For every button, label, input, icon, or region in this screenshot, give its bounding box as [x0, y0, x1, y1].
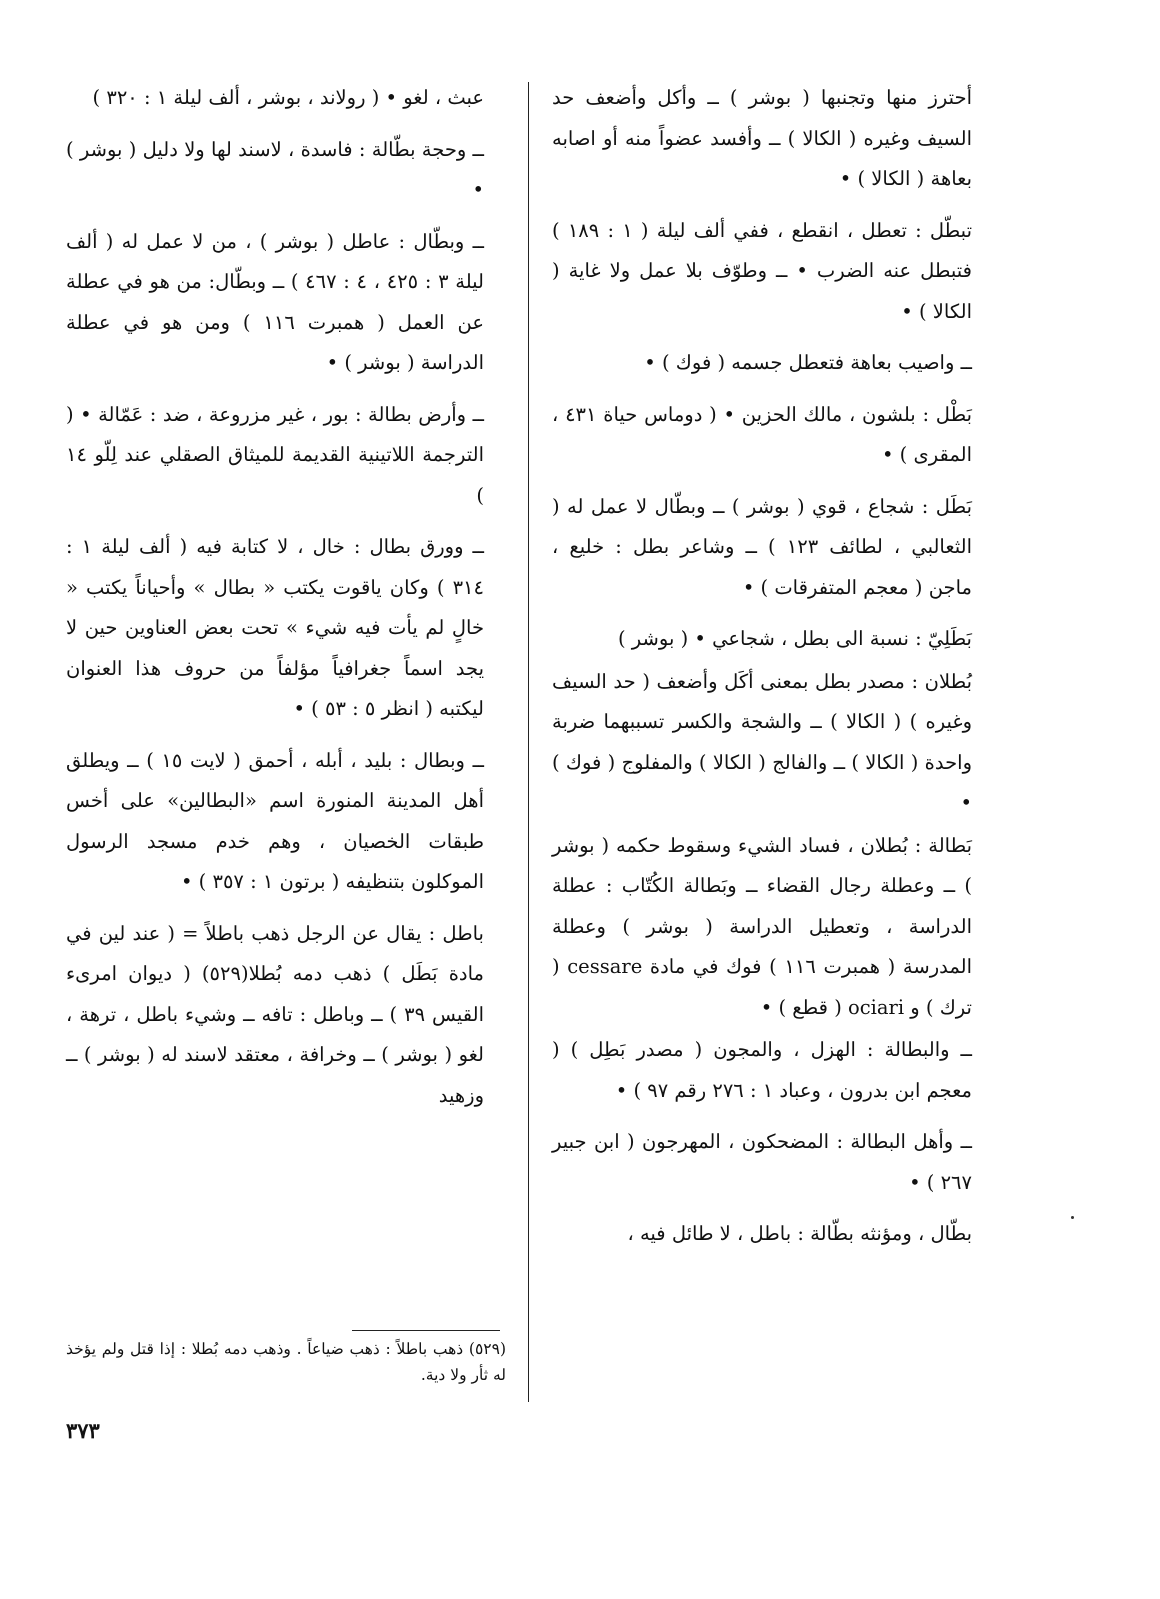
entry-paragraph: أحترز منها وتجنبها ( بوشر ) ــ وأكل وأضعف حد السيف وغيره ( الكالا ) ــ وأفسد عضواً منه أو اصابه بعاهة ( الكالا ) •: [552, 86, 972, 190]
entry-paragraph: بَطْل : بلشون ، مالك الحزين • ( دوماس حياة ٤٣١ ، المقرى ) •: [552, 402, 973, 466]
page-number: ٣٧٣: [66, 1418, 100, 1443]
entry-paragraph: بُطلان : مصدر بطل بمعنى أكَل وأضعف ( حد السيف وغيره ) ( الكالا ) ــ والشجة والكسر تسببهما ضربة واحدة ( الكالا ) ــ والفالج ( الكالا ) والمفلوج ( فوك ) •: [552, 669, 972, 814]
entry-paragraph: ــ وحجة بطّالة : فاسدة ، لاسند لها ولا دليل ( بوشر ) •: [66, 137, 484, 201]
entry-paragraph: ــ وورق بطال : خال ، لا كتابة فيه ( ألف ليلة ١ : ٣١٤ ) وكان ياقوت يكتب « بطال » وأحياناً يكتب « خالٍ لم يأت فيه شيء » تحت بعض العناوين حين لا يجد اسماً جغرافياً مؤلفاً من حروف هذا العنوان ليكتبه ( انظر ٥ : ٥٣ ) •: [66, 535, 484, 720]
entry-paragraph: ــ وأرض بطالة : بور ، غير مزروعة ، ضد : عَمّالة • ( الترجمة اللاتينية القديمة للميثاق الصقلي عند لِلّو ١٤ ): [66, 402, 484, 507]
entry-paragraph: تبطّل : تعطل ، انقطع ، ففي ألف ليلة ( ١ : ١٨٩ ) فتبطل عنه الضرب • ــ وطوّف بلا عمل ولا غاية ( الكالا ) •: [552, 218, 972, 323]
column-divider: [528, 82, 529, 1402]
footnote: (٥٢٩) ذهب باطلاً : ذهب ضياعاً . وذهب دمه بُطلا : إذا قتل ولم يؤخذ له ثأر ولا دية.: [66, 1340, 506, 1384]
entry-paragraph: بطّال ، ومؤنثه بطّالة : باطل ، لا طائل فيه ،: [627, 1222, 972, 1245]
entry-paragraph: ــ والبطالة : الهزل ، والمجون ( مصدر بَطِل ) ( معجم ابن بدرون ، وعباد ١ : ٢٧٦ رقم ٩٧ ) •: [552, 1038, 972, 1102]
entry-paragraph: بَطَلِيّ : نسبة الى بطل ، شجاعي • ( بوشر ): [617, 627, 972, 650]
left-column: [66, 78, 484, 1127]
scan-speck: [1071, 1216, 1074, 1219]
footnote-rule: [352, 1330, 500, 1331]
entry-paragraph: ــ وبطال : بليد ، أبله ، أحمق ( لايت ١٥ ) ــ ويطلق أهل المدينة المنورة اسم «البطالين» على أخس طبقات الخصيان ، وهم خدم مسجد الرسول الموكلون بتنظيفه ( برتون ١ : ٣٥٧ ) •: [66, 748, 484, 893]
entry-paragraph: ــ واصيب بعاهة فتعطل جسمه ( فوك ) •: [644, 351, 972, 374]
entry-paragraph: عبث ، لغو • ( رولاند ، بوشر ، ألف ليلة ١ : ٣٢٠ ): [92, 86, 484, 109]
entry-paragraph: ــ وأهل البطالة : المضحكون ، المهرجون ( ابن جبير ٢٦٧ ) •: [552, 1130, 972, 1194]
entry-paragraph: ــ وبطّال : عاطل ( بوشر ) ، من لا عمل له ( ألف ليلة ٣ : ٤٢٥ ، ٤ : ٤٦٧ ) ــ وبطّال: من هو في عطلة عن العمل ( همبرت ١١٦ ) ومن هو في عطلة الدراسة ( بوشر ) •: [66, 229, 484, 374]
entry-paragraph: باطل : يقال عن الرجل ذهب باطلاً = ( عند لين في مادة بَطَل ) ذهب دمه بُطلا(٥٢٩) ( ديوان امرىء القيس ٣٩ ) ــ وباطل : تافه ــ وشيء باطل ، ترهة ، لغو ( بوشر ) ــ وخرافة ، معتقد لاسند له ( بوشر ) ــ وزهيد: [66, 921, 485, 1107]
entry-paragraph: بَطَل : شجاع ، قوي ( بوشر ) ــ وبطّال لا عمل له ( الثعالبي ، لطائف ١٢٣ ) ــ وشاعر بطل : خليع ، ماجن ( معجم المتفرقات ) •: [552, 494, 972, 599]
right-column: [552, 78, 972, 1266]
entry-paragraph: بَطالة : بُطلان ، فساد الشيء وسقوط حكمه ( بوشر ) ــ وعطلة رجال القضاء ــ وبَطالة الكُتّاب : عطلة الدراسة ، وتعطيل الدراسة ( بوشر ) وعطلة المدرسة ( همبرت ١١٦ ) فوك في مادة cessare ( ترك ) و ociari ( قطع ) •: [552, 833, 973, 1019]
